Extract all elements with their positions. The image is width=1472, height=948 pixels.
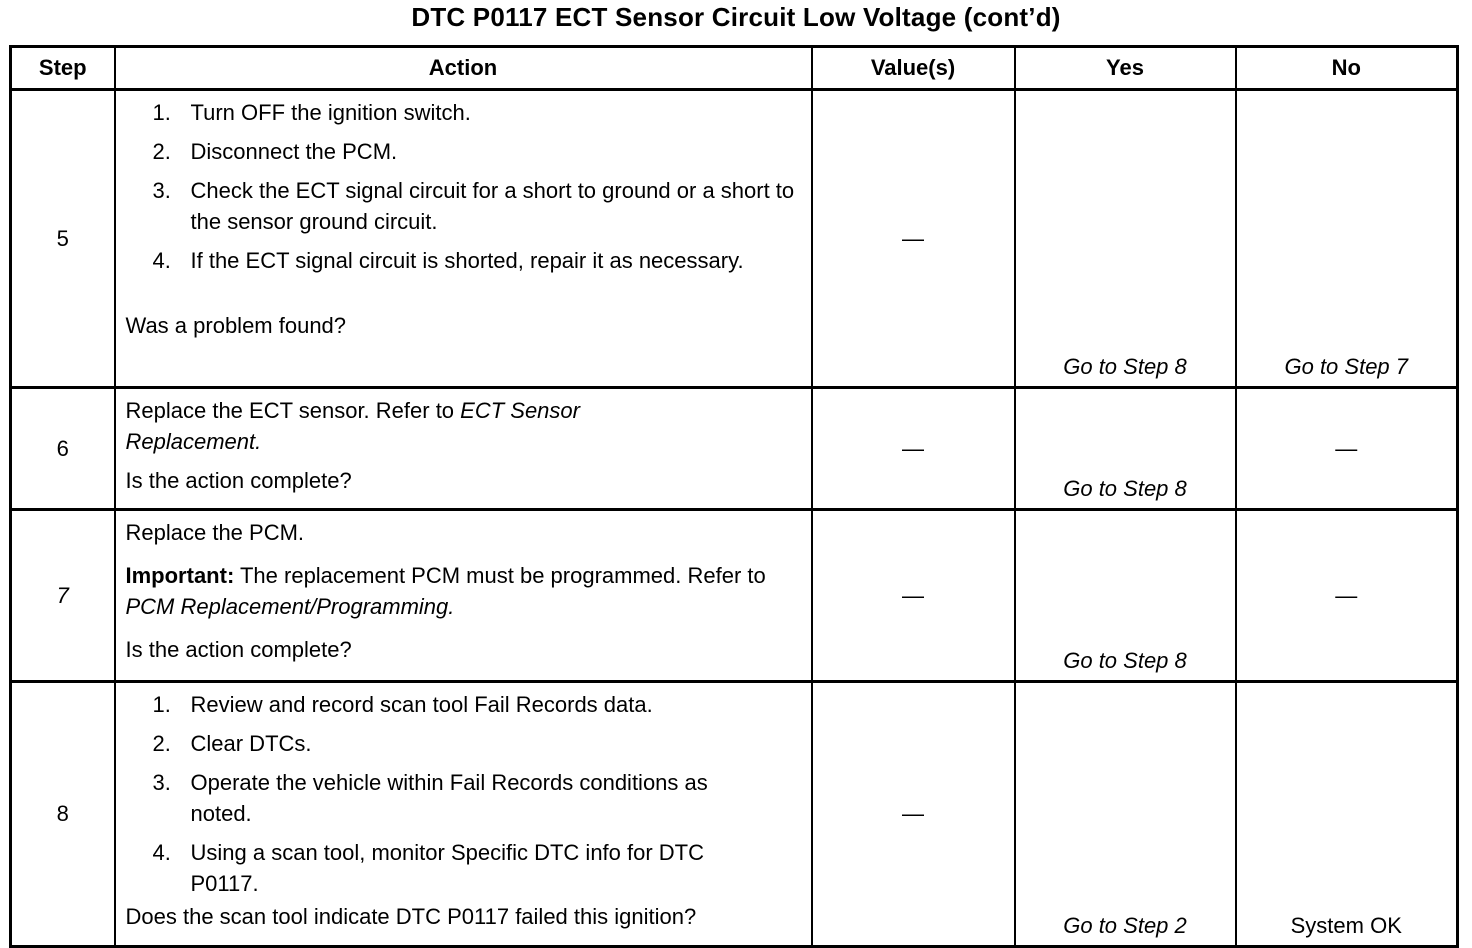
- value-cell: —: [812, 682, 1015, 947]
- action-question: Was a problem found?: [125, 313, 347, 338]
- no-cell: Go to Step 7: [1236, 90, 1458, 388]
- table-row-step-7: [11, 510, 1458, 682]
- header-yes: Yes: [1015, 47, 1236, 90]
- yes-cell: Go to Step 8: [1015, 388, 1236, 510]
- important-note: Important: The replacement PCM must be programmed. Refer to PCM Replacement/Programming.: [125, 563, 766, 619]
- step-number: 8: [11, 682, 115, 947]
- table-row-step-8: [11, 682, 1458, 947]
- value-cell: —: [812, 388, 1015, 510]
- diagnostic-table: [9, 45, 1459, 948]
- yes-cell: Go to Step 8: [1015, 510, 1236, 682]
- page-title: DTC P0117 ECT Sensor Circuit Low Voltage (cont’d): [411, 2, 1061, 32]
- header-action: Action: [115, 47, 812, 90]
- action-question: Is the action complete?: [125, 637, 352, 662]
- action-text: Replace the ECT sensor. Refer to ECT Sensor Replacement.: [125, 398, 580, 454]
- table-row-step-5: [11, 90, 1458, 388]
- action-cell: [115, 90, 812, 388]
- value-cell: —: [812, 510, 1015, 682]
- table-header-row: [11, 47, 1458, 90]
- list-item: 2. Disconnect the PCM.: [152, 139, 398, 164]
- yes-cell: Go to Step 8: [1015, 90, 1236, 388]
- no-cell: —: [1236, 510, 1458, 682]
- list-item: 2. Clear DTCs.: [152, 731, 312, 756]
- yes-cell: Go to Step 2: [1015, 682, 1236, 947]
- header-step: Step: [11, 47, 115, 90]
- no-cell: —: [1236, 388, 1458, 510]
- action-question: Is the action complete?: [125, 468, 352, 493]
- list-item: 4. If the ECT signal circuit is shorted, repair it as necessary.: [152, 248, 744, 273]
- important-label: Important:: [125, 563, 235, 588]
- step-number: 5: [11, 90, 115, 388]
- reference-link: PCM Replacement/Programming.: [125, 594, 455, 619]
- action-text: Replace the PCM.: [125, 520, 305, 545]
- step-number: 7: [11, 510, 115, 682]
- list-item: 1. Review and record scan tool Fail Records data.: [152, 692, 653, 717]
- action-cell: [115, 682, 812, 947]
- header-no: No: [1236, 47, 1458, 90]
- action-list: [126, 97, 801, 276]
- list-item: 3. Check the ECT signal circuit for a short to ground or a short to the sensor ground circuit.: [152, 178, 795, 234]
- value-cell: —: [812, 90, 1015, 388]
- action-cell: [115, 510, 812, 682]
- list-item: 1. Turn OFF the ignition switch.: [152, 100, 471, 125]
- action-cell: [115, 388, 812, 510]
- list-item: 4. Using a scan tool, monitor Specific DTC info for DTC P0117.: [152, 840, 705, 896]
- list-item: 3. Operate the vehicle within Fail Records conditions as noted.: [152, 770, 708, 826]
- table-row-step-6: [11, 388, 1458, 510]
- step-number: 6: [11, 388, 115, 510]
- reference-link: ECT Sensor Replacement.: [125, 398, 580, 454]
- no-cell: System OK: [1236, 682, 1458, 947]
- action-list: [126, 689, 801, 899]
- header-value: Value(s): [812, 47, 1015, 90]
- action-question: Does the scan tool indicate DTC P0117 failed this ignition?: [125, 904, 697, 929]
